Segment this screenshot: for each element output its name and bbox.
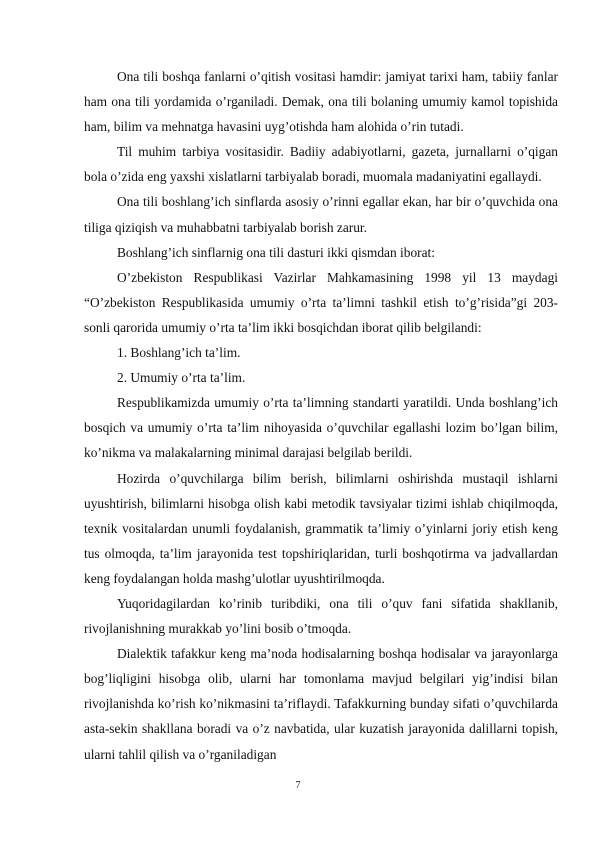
paragraph-shakllanish: Yuqoridagilardan ko’rinib turibdiki, ona tili o’quv fani sifatida shakllanib, rivojlanishning murakkab yo’lini bosib o’tmoqda. — [84, 595, 558, 637]
paragraph-tarbiya-vositasi: Til muhim tarbiya vositasidir. Badiiy adabiyotlarni, gazeta, jurnallarni o’qigan bola o’zida eng yaxshi xislatlarni tarbiyalab boradi, muomala madaniyatini egallaydi. — [84, 144, 558, 185]
page-body — [84, 64, 558, 767]
list-item-umumiy-orta-talim: 2. Umumiy o’rta ta’lim. — [117, 370, 246, 386]
page-number: 7 — [295, 780, 301, 791]
paragraph-ona-tili-vositasi: Ona tili boshqa fanlarni o’qitish vositasi hamdir: jamiyat tarixi ham, tabiiy fanlar ham ona tili yordamida o’rganiladi. Demak, ona tili bolaning umumiy kamol topishida ham, bilim va mehnatga havasini uyg’otishda ham alohida o’rin tutadi. — [84, 69, 558, 135]
paragraph-dastur-qismlari: Boshlang’ich sinflarnig ona tili dasturi ikki qismdan iborat: — [117, 244, 435, 260]
paragraph-talim-standarti: Respublikamizda umumiy o’rta ta’limning standarti yaratildi. Unda boshlang’ich bosqich va umumiy o’rta ta’lim nihoyasida o’quvchilar egallashi lozim bo’lgan bilim, ko’nikma va malakalarning minimal darajasi belgilab berildi. — [84, 395, 558, 461]
list-item-boshlangich-talim: 1. Boshlang’ich ta’lim. — [117, 345, 241, 361]
paragraph-boshlangich-sinflar: Ona tili boshlang’ich sinflarda asosiy o’rinni egallar ekan, har bir o’quvchida ona tiliga qiziqish va muhabbatni tarbiyalab borish zarur. — [84, 194, 558, 235]
paragraph-dialektik-tafakkur: Dialektik tafakkur keng ma’noda hodisalarning boshqa hodisalar va jarayonlarga bog’liqligini hisobga olib, ularni har tomonlama mavjud belgilari yig’indisi bilan rivojlanishda ko’rish ko’nikmasini ta’riflaydi. Tafakkurning bunday sifati o’quvchilarda asta-sekin shakllana boradi va o’z navbatida, ular kuzatish jarayonida dalillarni topish, ularni tahlil qilish va o’rganiladigan — [84, 646, 558, 762]
paragraph-vazirlar-qarori: O’zbekiston Respublikasi Vazirlar Mahkamasining 1998 yil 13 maydagi “O’zbekiston Respublikasida umumiy o’rta ta’limni tashkil etish to’g’risida”gi 203-sonli qarorida umumiy o’rta ta’lim ikki bosqichdan iborat qilib belgilandi: — [84, 269, 558, 335]
paragraph-metodik-tavsiyalar: Hozirda o’quvchilarga bilim berish, bilimlarni oshirishda mustaqil ishlarni uyushtirish, bilimlarni hisobga olish kabi metodik tavsiyalar tizimi ishlab chiqilmoqda, texnik vositalardan unumli foydalanish, grammatik ta’limiy o’yinlarni joriy etish keng tus olmoqda, ta’lim jarayonida test topshiriqlaridan, turli boshqotirma va jadvallardan keng foydalangan holda mashg’ulotlar uyushtirilmoqda. — [84, 470, 558, 586]
